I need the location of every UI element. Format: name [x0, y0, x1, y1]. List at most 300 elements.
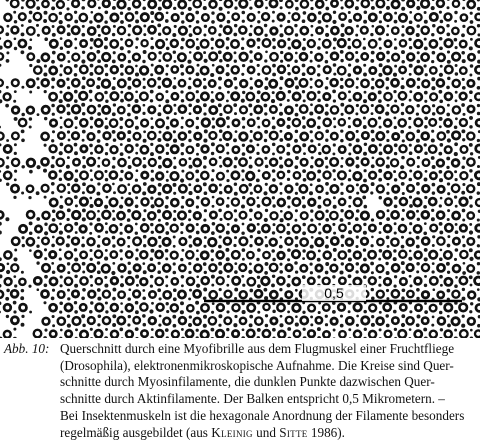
actin-filament-dot	[59, 223, 62, 226]
actin-filament-dot	[173, 297, 177, 301]
actin-filament-dot	[189, 33, 193, 37]
actin-filament-dot	[90, 38, 94, 42]
actin-filament-dot	[257, 117, 260, 120]
actin-filament-dot	[401, 314, 405, 318]
actin-filament-dot	[424, 151, 428, 155]
actin-filament-dot	[218, 270, 222, 274]
actin-filament-dot	[203, 51, 206, 54]
actin-filament-dot	[226, 257, 230, 261]
actin-filament-dot	[439, 230, 443, 234]
actin-filament-dot	[135, 46, 138, 49]
actin-filament-dot	[250, 77, 253, 80]
actin-filament-dot	[401, 236, 404, 239]
actin-filament-dot	[250, 25, 253, 28]
actin-filament-dot	[143, 235, 147, 239]
actin-filament-dot	[379, 143, 382, 146]
actin-filament-dot	[234, 297, 237, 300]
actin-filament-dot	[425, 73, 428, 76]
actin-filament-dot	[211, 328, 215, 332]
actin-filament-dot	[462, 271, 466, 275]
actin-filament-dot	[257, 126, 260, 129]
actin-filament-dot	[317, 205, 321, 209]
actin-filament-dot	[112, 165, 116, 169]
actin-filament-dot	[21, 50, 25, 54]
actin-filament-dot	[409, 275, 412, 278]
actin-filament-dot	[417, 104, 420, 107]
actin-filament-dot	[151, 37, 154, 40]
actin-filament-dot	[120, 152, 124, 156]
actin-filament-dot	[318, 249, 321, 252]
actin-filament-dot	[447, 60, 451, 64]
actin-filament-dot	[287, 170, 290, 173]
actin-filament-dot	[44, 117, 47, 120]
actin-filament-dot	[439, 311, 443, 315]
actin-filament-dot	[59, 12, 62, 15]
actin-filament-dot	[303, 38, 306, 41]
actin-filament-dot	[59, 257, 62, 260]
actin-filament-dot	[120, 46, 124, 50]
actin-filament-dot	[423, 205, 427, 209]
actin-filament-dot	[402, 25, 405, 28]
actin-filament-dot	[226, 179, 229, 182]
actin-filament-dot	[165, 73, 168, 76]
actin-filament-dot	[234, 6, 237, 9]
actin-filament-dot	[408, 126, 411, 129]
actin-filament-dot	[37, 86, 40, 89]
actin-filament-dot	[424, 143, 427, 146]
actin-filament-dot	[59, 231, 63, 235]
actin-filament-dot	[317, 99, 321, 103]
actin-filament-dot	[5, 32, 9, 36]
actin-filament-dot	[204, 271, 207, 274]
actin-filament-dot	[455, 230, 459, 234]
actin-filament-dot	[340, 103, 344, 107]
actin-filament-dot	[470, 284, 473, 287]
actin-filament-dot	[257, 284, 261, 288]
actin-filament-dot	[150, 257, 154, 261]
actin-filament-dot	[43, 19, 47, 23]
actin-filament-dot	[29, 249, 32, 252]
actin-filament-dot	[44, 37, 48, 41]
actin-filament-dot	[340, 209, 343, 212]
actin-filament-dot	[60, 196, 63, 199]
actin-filament-dot	[333, 196, 336, 199]
actin-filament-dot	[189, 51, 192, 54]
actin-filament-dot	[181, 126, 184, 129]
actin-filament-dot	[348, 143, 351, 146]
actin-filament-dot	[279, 156, 282, 159]
actin-filament-dot	[158, 219, 161, 222]
actin-filament-dot	[234, 236, 237, 239]
actin-filament-dot	[386, 271, 390, 275]
actin-filament-dot	[189, 289, 192, 292]
citation-author: Kleinig	[211, 424, 253, 440]
actin-filament-dot	[104, 205, 108, 209]
actin-filament-dot	[67, 289, 70, 292]
actin-filament-dot	[74, 222, 78, 226]
actin-filament-dot	[74, 116, 78, 120]
actin-filament-dot	[90, 328, 93, 331]
actin-filament-dot	[96, 85, 100, 89]
actin-filament-dot	[233, 103, 237, 107]
actin-filament-dot	[371, 86, 375, 90]
actin-filament-dot	[363, 116, 366, 119]
actin-filament-dot	[280, 218, 284, 222]
actin-filament-dot	[340, 218, 344, 222]
actin-filament-dot	[431, 6, 435, 10]
actin-filament-dot	[174, 112, 177, 115]
actin-filament-dot	[188, 139, 191, 142]
scale-bar-label: 0,5	[302, 285, 366, 301]
actin-filament-dot	[60, 116, 63, 119]
actin-filament-dot	[165, 19, 169, 23]
actin-filament-dot	[68, 139, 71, 142]
actin-filament-dot	[242, 117, 246, 121]
actin-filament-dot	[242, 91, 245, 94]
actin-filament-dot	[203, 78, 206, 81]
actin-filament-dot	[295, 289, 298, 292]
actin-filament-dot	[302, 311, 305, 314]
actin-filament-dot	[112, 86, 116, 90]
actin-filament-dot	[264, 24, 267, 27]
actin-filament-dot	[340, 129, 343, 132]
actin-filament-dot	[6, 165, 10, 169]
actin-filament-dot	[105, 152, 108, 155]
actin-filament-dot	[249, 59, 252, 62]
actin-filament-dot	[51, 60, 55, 64]
actin-filament-dot	[325, 315, 328, 318]
actin-filament-dot	[431, 138, 435, 142]
actin-filament-dot	[416, 33, 420, 37]
actin-filament-dot	[120, 126, 123, 129]
actin-filament-dot	[128, 33, 131, 36]
actin-filament-dot	[310, 86, 313, 89]
actin-filament-dot	[371, 25, 374, 28]
actin-filament-dot	[386, 297, 389, 300]
actin-filament-dot	[135, 232, 138, 235]
actin-filament-dot	[431, 217, 435, 221]
actin-filament-dot	[257, 73, 260, 76]
actin-filament-dot	[112, 59, 116, 63]
actin-filament-dot	[332, 169, 335, 172]
actin-filament-dot	[90, 178, 93, 181]
actin-filament-dot	[309, 262, 312, 265]
actin-filament-dot	[234, 209, 237, 212]
actin-filament-dot	[432, 104, 435, 107]
actin-filament-dot	[150, 275, 154, 279]
actin-filament-dot	[325, 25, 328, 28]
actin-filament-dot	[454, 258, 457, 261]
actin-filament-dot	[67, 130, 70, 133]
actin-filament-dot	[151, 302, 154, 305]
actin-filament-dot	[166, 171, 169, 174]
actin-filament-dot	[287, 275, 290, 278]
actin-filament-dot	[310, 103, 313, 106]
actin-filament-dot	[128, 24, 132, 28]
actin-filament-dot	[143, 104, 146, 107]
actin-filament-dot	[431, 33, 434, 36]
actin-filament-dot	[280, 60, 283, 63]
actin-filament-dot	[51, 77, 55, 81]
actin-filament-dot	[348, 117, 351, 120]
actin-filament-dot	[249, 33, 253, 37]
actin-filament-dot	[210, 99, 214, 103]
actin-filament-dot	[52, 324, 55, 327]
actin-filament-dot	[371, 315, 374, 318]
actin-filament-dot	[37, 113, 40, 116]
actin-filament-dot	[317, 46, 321, 50]
actin-filament-dot	[272, 117, 275, 120]
actin-filament-dot	[310, 7, 313, 10]
actin-filament-dot	[272, 46, 276, 50]
actin-filament-dot	[67, 262, 70, 265]
actin-filament-dot	[439, 302, 442, 305]
actin-filament-dot	[287, 196, 291, 200]
actin-filament-dot	[447, 323, 451, 327]
actin-filament-dot	[341, 157, 344, 160]
actin-filament-dot	[409, 144, 412, 147]
actin-filament-dot	[294, 60, 298, 64]
actin-filament-dot	[265, 244, 268, 247]
actin-filament-dot	[272, 38, 276, 42]
actin-filament-dot	[401, 296, 405, 300]
actin-filament-dot	[128, 60, 131, 63]
actin-filament-dot	[233, 138, 237, 142]
actin-filament-dot	[120, 275, 123, 278]
actin-filament-dot	[295, 113, 299, 117]
actin-filament-dot	[311, 34, 314, 37]
actin-filament-dot	[106, 196, 109, 199]
actin-filament-dot	[446, 157, 450, 161]
actin-filament-dot	[248, 183, 252, 187]
actin-filament-dot	[135, 152, 138, 155]
actin-filament-dot	[257, 311, 260, 314]
actin-filament-dot	[112, 236, 116, 240]
actin-filament-dot	[89, 99, 92, 102]
actin-filament-dot	[119, 232, 122, 235]
actin-filament-dot	[333, 232, 336, 235]
actin-filament-dot	[6, 139, 9, 142]
actin-filament-dot	[280, 192, 283, 195]
actin-filament-dot	[409, 90, 412, 93]
actin-filament-dot	[294, 77, 298, 81]
actin-filament-dot	[151, 231, 154, 234]
actin-filament-dot	[447, 138, 451, 142]
actin-filament-dot	[188, 210, 192, 214]
actin-filament-dot	[439, 257, 443, 261]
actin-filament-dot	[440, 65, 443, 68]
actin-filament-dot	[393, 73, 397, 77]
actin-filament-dot	[387, 183, 390, 186]
actin-filament-dot	[203, 103, 207, 107]
actin-filament-dot	[120, 91, 123, 94]
actin-filament-dot	[173, 245, 176, 248]
actin-filament-dot	[219, 184, 222, 187]
actin-filament-dot	[248, 103, 252, 107]
actin-filament-dot	[356, 209, 360, 213]
actin-filament-dot	[188, 235, 192, 239]
actin-filament-dot	[249, 218, 252, 221]
actin-filament-dot	[196, 196, 200, 200]
actin-filament-dot	[439, 170, 443, 174]
actin-filament-dot	[416, 24, 420, 28]
actin-filament-dot	[127, 138, 131, 142]
actin-filament-dot	[52, 236, 55, 239]
actin-filament-dot	[417, 218, 420, 221]
actin-filament-dot	[302, 169, 306, 173]
actin-filament-dot	[158, 324, 161, 327]
actin-filament-dot	[462, 78, 465, 81]
actin-filament-dot	[287, 310, 290, 313]
actin-filament-dot	[379, 328, 382, 331]
actin-filament-dot	[462, 86, 466, 90]
actin-filament-dot	[127, 86, 131, 90]
actin-filament-dot	[97, 297, 101, 301]
actin-filament-dot	[348, 249, 352, 253]
actin-filament-dot	[67, 111, 71, 115]
actin-filament-dot	[29, 64, 32, 67]
actin-filament-dot	[416, 288, 420, 292]
actin-filament-dot	[355, 270, 358, 273]
actin-filament-dot	[212, 302, 215, 305]
actin-filament-dot	[157, 138, 161, 142]
actin-filament-dot	[67, 32, 71, 36]
actin-filament-dot	[89, 90, 93, 94]
actin-filament-dot	[371, 323, 375, 327]
actin-filament-dot	[7, 262, 10, 265]
actin-filament-dot	[234, 86, 237, 89]
actin-filament-dot	[295, 315, 298, 318]
actin-filament-dot	[66, 218, 69, 221]
figure-caption	[4, 341, 476, 441]
actin-filament-dot	[128, 192, 131, 195]
actin-filament-dot	[241, 169, 244, 172]
actin-filament-dot	[294, 139, 298, 143]
actin-filament-dot	[219, 156, 222, 159]
actin-filament-dot	[127, 236, 130, 239]
actin-filament-dot	[454, 195, 457, 198]
actin-filament-dot	[424, 178, 428, 182]
actin-filament-dot	[158, 183, 162, 187]
actin-filament-dot	[356, 138, 360, 142]
actin-filament-dot	[112, 288, 116, 292]
actin-filament-dot	[432, 191, 435, 194]
actin-filament-dot	[317, 275, 320, 278]
actin-filament-dot	[469, 74, 472, 77]
actin-filament-dot	[165, 257, 168, 260]
actin-filament-dot	[387, 209, 390, 212]
actin-filament-dot	[150, 99, 153, 102]
actin-filament-dot	[195, 301, 199, 305]
actin-filament-dot	[203, 85, 207, 89]
actin-filament-dot	[82, 156, 85, 159]
actin-filament-dot	[462, 7, 465, 10]
actin-filament-dot	[165, 275, 168, 278]
actin-filament-dot	[180, 90, 183, 93]
actin-filament-dot	[341, 262, 344, 265]
actin-filament-dot	[143, 139, 147, 143]
actin-filament-dot	[82, 191, 85, 194]
actin-filament-dot	[203, 139, 207, 143]
actin-filament-dot	[105, 301, 108, 304]
actin-filament-dot	[363, 73, 367, 77]
actin-filament-dot	[363, 125, 367, 129]
actin-filament-dot	[325, 192, 328, 195]
actin-filament-dot	[158, 156, 162, 160]
actin-filament-dot	[287, 178, 290, 181]
actin-filament-dot	[204, 59, 208, 63]
actin-filament-dot	[341, 113, 344, 116]
actin-filament-dot	[264, 157, 267, 160]
actin-filament-dot	[394, 328, 397, 331]
actin-filament-dot	[469, 223, 472, 226]
actin-filament-dot	[67, 191, 70, 194]
actin-filament-dot	[242, 144, 245, 147]
actin-filament-dot	[249, 289, 253, 293]
actin-filament-dot	[272, 310, 276, 314]
actin-filament-dot	[120, 143, 123, 146]
actin-filament-dot	[454, 142, 458, 146]
actin-filament-dot	[242, 152, 246, 156]
actin-filament-dot	[356, 236, 359, 239]
actin-filament-dot	[74, 310, 78, 314]
actin-filament-dot	[151, 328, 154, 331]
actin-filament-dot	[90, 46, 93, 49]
actin-filament-dot	[295, 52, 298, 55]
actin-filament-dot	[196, 38, 199, 41]
actin-filament-dot	[90, 64, 94, 68]
actin-filament-dot	[242, 196, 245, 199]
actin-filament-dot	[14, 152, 17, 155]
actin-filament-dot	[432, 316, 435, 319]
actin-filament-dot	[470, 302, 473, 305]
actin-filament-dot	[364, 91, 367, 94]
actin-filament-dot	[195, 178, 199, 182]
actin-filament-dot	[402, 139, 405, 142]
actin-filament-dot	[393, 257, 397, 261]
actin-filament-dot	[424, 46, 428, 50]
actin-filament-dot	[340, 50, 344, 54]
actin-filament-dot	[51, 244, 55, 248]
actin-filament-dot	[74, 275, 77, 278]
actin-filament-dot	[81, 314, 85, 318]
actin-filament-dot	[188, 262, 191, 265]
caption-last-line	[60, 425, 476, 442]
actin-filament-dot	[340, 192, 343, 195]
actin-filament-dot	[90, 301, 93, 304]
actin-filament-dot	[387, 245, 390, 248]
actin-filament-dot	[447, 289, 451, 293]
actin-filament-dot	[302, 257, 305, 260]
actin-filament-dot	[348, 125, 351, 128]
actin-filament-dot	[325, 111, 329, 115]
actin-filament-dot	[363, 38, 366, 41]
actin-filament-dot	[455, 276, 458, 279]
actin-filament-dot	[173, 288, 177, 292]
actin-filament-dot	[189, 165, 193, 169]
actin-filament-dot	[250, 86, 254, 90]
actin-filament-dot	[447, 209, 450, 212]
actin-filament-dot	[265, 183, 268, 186]
actin-filament-dot	[226, 46, 229, 49]
actin-filament-dot	[249, 262, 252, 265]
actin-filament-dot	[371, 182, 375, 186]
actin-filament-dot	[264, 112, 267, 115]
actin-filament-dot	[256, 179, 260, 183]
actin-filament-dot	[333, 258, 336, 261]
actin-filament-dot	[454, 170, 457, 173]
actin-filament-dot	[371, 288, 374, 291]
